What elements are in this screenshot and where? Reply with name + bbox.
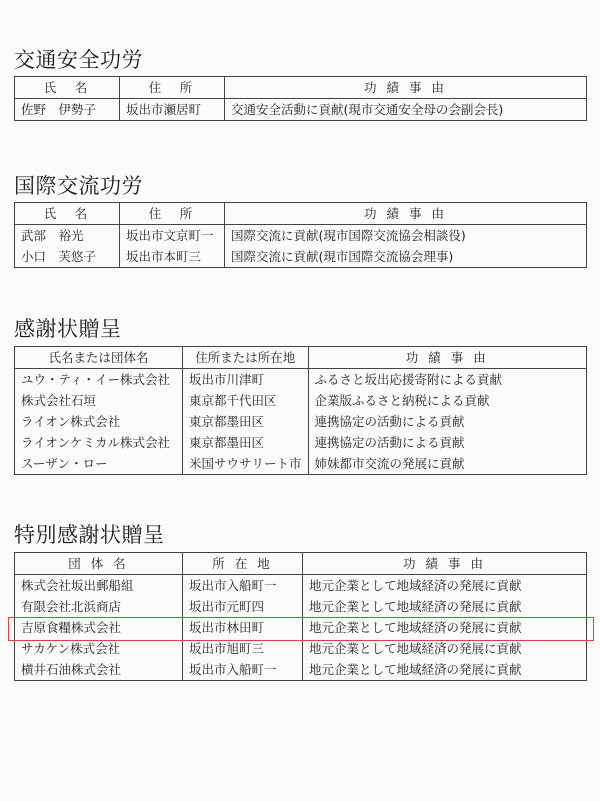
- cell-address: 東京都墨田区: [183, 432, 309, 453]
- table-certificate-of-appreciation: [14, 346, 587, 475]
- header-name: 団 体 名: [15, 553, 183, 575]
- table-row: [15, 411, 587, 432]
- header-address: 所 在 地: [183, 553, 303, 575]
- cell-address: 坂出市入船町一: [183, 659, 303, 681]
- cell-name: ユウ・ティ・イー株式会社: [15, 369, 183, 391]
- section-title-special-certificate: 特別感謝状贈呈: [14, 523, 165, 547]
- cell-address: 坂出市元町四: [183, 596, 303, 617]
- table-traffic-safety: [14, 76, 587, 121]
- header-address: 住 所: [120, 77, 225, 99]
- cell-reason: 地元企業として地域経済の発展に貢献: [303, 596, 587, 617]
- section-title-certificate-of-appreciation: 感謝状贈呈: [14, 317, 122, 341]
- cell-name: サカケン株式会社: [15, 638, 183, 659]
- cell-reason: 企業版ふるさと納税による貢献: [308, 390, 586, 411]
- table-row: [15, 432, 587, 453]
- table-row: [15, 99, 587, 121]
- table-row: [15, 246, 587, 268]
- section-title-international-exchange: 国際交流功労: [14, 174, 143, 198]
- cell-name: 小口 芙悠子: [15, 246, 120, 268]
- header-name: 氏 名: [15, 77, 120, 99]
- header-address: 住所または所在地: [183, 347, 309, 369]
- header-address: 住 所: [120, 203, 225, 225]
- cell-address: 坂出市本町三: [120, 246, 225, 268]
- cell-reason: 地元企業として地域経済の発展に貢献: [303, 617, 587, 638]
- cell-name: 株式会社坂出郵船組: [15, 575, 183, 597]
- table-row: [15, 369, 587, 391]
- cell-name: 武部 裕光: [15, 225, 120, 247]
- cell-reason: 国際交流に貢献(現市国際交流協会理事): [225, 246, 587, 268]
- cell-address: 坂出市旭町三: [183, 638, 303, 659]
- cell-name: ライオンケミカル株式会社: [15, 432, 183, 453]
- cell-name: 佐野 伊勢子: [15, 99, 120, 121]
- cell-address: 坂出市文京町一: [120, 225, 225, 247]
- header-reason: 功 績 事 由: [308, 347, 586, 369]
- cell-reason: 地元企業として地域経済の発展に貢献: [303, 659, 587, 681]
- cell-name: 横井石油株式会社: [15, 659, 183, 681]
- cell-reason: 国際交流に貢献(現市国際交流協会相談役): [225, 225, 587, 247]
- table-row: [15, 225, 587, 247]
- cell-address: 坂出市入船町一: [183, 575, 303, 597]
- cell-name: 株式会社石垣: [15, 390, 183, 411]
- header-reason: 功 績 事 由: [225, 77, 587, 99]
- table-row: [15, 659, 587, 681]
- cell-reason: 連携協定の活動による貢献: [308, 411, 586, 432]
- cell-reason: 地元企業として地域経済の発展に貢献: [303, 575, 587, 597]
- section-title-traffic-safety: 交通安全功労: [14, 48, 143, 72]
- table-row: [15, 638, 587, 659]
- cell-address: 坂出市瀬居町: [120, 99, 225, 121]
- cell-reason: ふるさと坂出応援寄附による貢献: [308, 369, 586, 391]
- cell-name: 吉原食糧株式会社: [15, 617, 183, 638]
- table-row: [15, 453, 587, 475]
- cell-name: ライオン株式会社: [15, 411, 183, 432]
- cell-reason: 地元企業として地域経済の発展に貢献: [303, 638, 587, 659]
- cell-address: 坂出市川津町: [183, 369, 309, 391]
- cell-address: 東京都墨田区: [183, 411, 309, 432]
- cell-reason: 姉妹都市交流の発展に貢献: [308, 453, 586, 475]
- cell-reason: 交通安全活動に貢献(現市交通安全母の会副会長): [225, 99, 587, 121]
- cell-name: 有限会社北浜商店: [15, 596, 183, 617]
- header-reason: 功 績 事 由: [225, 203, 587, 225]
- header-name: 氏名または団体名: [15, 347, 183, 369]
- row-highlight-box: [8, 617, 594, 641]
- table-row: [15, 390, 587, 411]
- table-row: [15, 596, 587, 617]
- cell-address: 東京都千代田区: [183, 390, 309, 411]
- header-reason: 功 績 事 由: [303, 553, 587, 575]
- cell-reason: 連携協定の活動による貢献: [308, 432, 586, 453]
- table-row: [15, 575, 587, 597]
- table-international-exchange: [14, 202, 587, 268]
- cell-address: 米国サウサリート市: [183, 453, 309, 475]
- cell-address: 坂出市林田町: [183, 617, 303, 638]
- cell-name: スーザン・ロー: [15, 453, 183, 475]
- header-name: 氏 名: [15, 203, 120, 225]
